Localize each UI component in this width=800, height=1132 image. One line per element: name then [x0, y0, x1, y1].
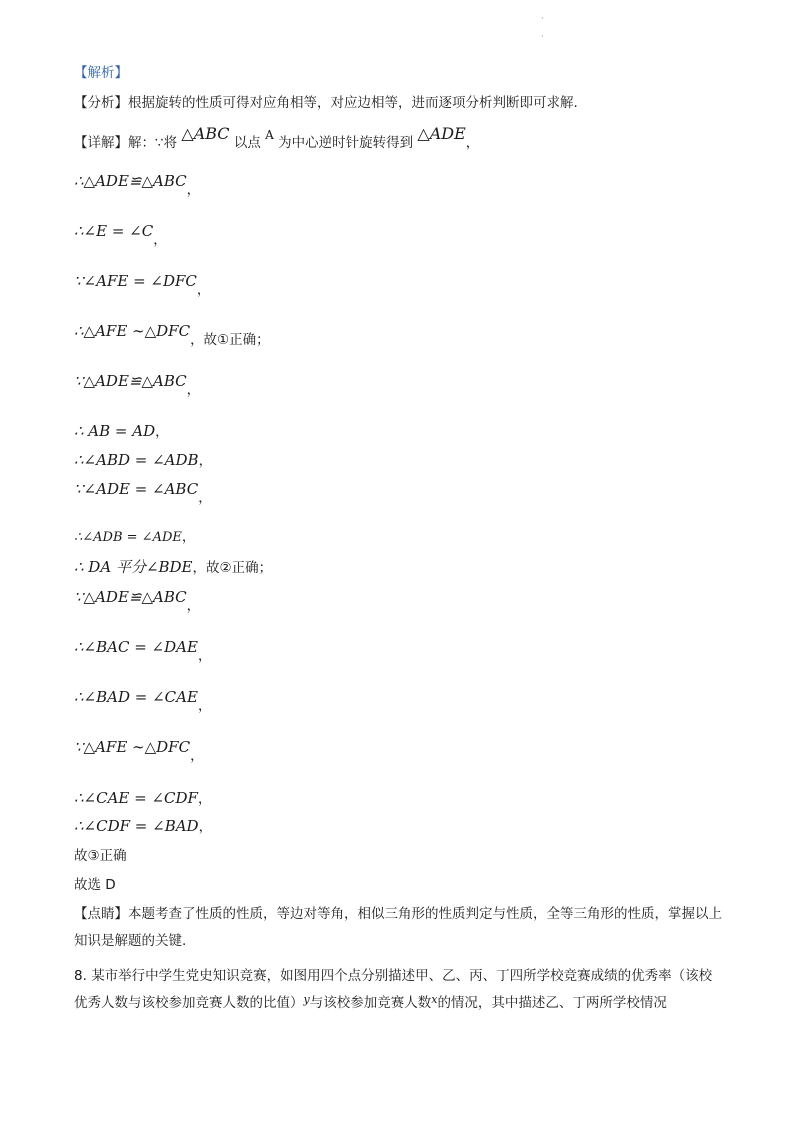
step-suffix: ，	[198, 453, 213, 469]
step-11	[74, 588, 201, 614]
step-4	[74, 322, 270, 348]
detail-intro: 解：∵将	[128, 135, 178, 151]
step-1	[74, 172, 201, 198]
step-suffix: ，	[181, 529, 196, 545]
step-math: ∵△ADE≌△ABC	[74, 588, 187, 606]
step-suffix: ，	[196, 282, 211, 298]
step-math: ∴ AB = AD	[74, 422, 156, 440]
step-math: ∵△ADE≌△ABC	[74, 372, 187, 390]
corner-mark: ·	[541, 32, 544, 41]
step-suffix: ，	[186, 182, 201, 198]
detail-end: ，	[465, 135, 480, 151]
detail-line	[74, 124, 480, 152]
step-9	[74, 528, 195, 547]
step-suffix: ，	[197, 698, 212, 714]
step-5	[74, 372, 201, 398]
step-13	[74, 688, 212, 714]
question-number: 8.	[74, 968, 87, 984]
step-suffix: ，	[197, 648, 212, 664]
fenxi-tag: 【分析】	[74, 95, 128, 111]
variable-y: y	[303, 993, 310, 1006]
step-8	[74, 480, 212, 506]
question-text-3: 的情况，其中描述乙、丁两所学校情况	[437, 995, 667, 1011]
triangle-ade: △ADE	[417, 124, 466, 143]
triangle-abc: △ABC	[181, 124, 230, 143]
step-suffix: ，	[197, 791, 212, 807]
detail-tag: 【详解】	[74, 135, 128, 151]
step-15	[74, 789, 211, 808]
step-math: ∴△AFE ∼△DFC	[74, 322, 191, 340]
step-math: ∴∠ADB = ∠ADE	[74, 530, 182, 545]
step-12	[74, 638, 212, 664]
step-math: ∴∠E = ∠C	[74, 222, 154, 240]
fenxi-text: 根据旋转的性质可得对应角相等，对应边相等，进而逐项分析判断即可求解.	[128, 95, 578, 111]
dianjing-paragraph	[74, 901, 724, 955]
step-math: ∴∠CAE = ∠CDF	[74, 789, 198, 807]
step-suffix: ，故②正确；	[192, 560, 273, 576]
question-8	[74, 963, 724, 1017]
step-math: ∵∠ADE = ∠ABC	[74, 480, 199, 498]
corner-mark: ·	[541, 14, 544, 23]
analysis-heading: 【解析】	[74, 65, 128, 81]
step-suffix: ，	[190, 748, 204, 764]
step-math: ∵△AFE ∼△DFC	[74, 738, 191, 756]
step-math: ∵∠AFE = ∠DFC	[74, 272, 197, 290]
question-text-1: 某市举行中学生党史知识竞赛，如图用四个点分别描述甲、乙、丙、丁四所学校竞赛成绩的优秀率（该校优秀人数与该校参加竞赛人数的比值）	[74, 968, 713, 1011]
step-suffix: ，	[155, 424, 169, 440]
step-6	[74, 422, 169, 441]
step-suffix: ，	[198, 490, 212, 506]
step-2	[74, 222, 167, 248]
step-3	[74, 272, 211, 298]
question-text-2: 与该校参加竞赛人数	[309, 995, 432, 1011]
final-choice: 故选 D	[74, 877, 116, 893]
step-math: ∴∠ABD = ∠ADB	[74, 451, 199, 469]
dianjing-text: 本题考查了性质的性质，等边对等角，相似三角形的性质判定与性质，全等三角形的性质，掌握以上知识是解题的关键.	[74, 906, 722, 949]
step-10	[74, 558, 272, 577]
step-math: ∴∠BAC = ∠DAE	[74, 638, 198, 656]
step-math: ∴△ADE≌△ABC	[74, 172, 187, 190]
step-suffix: ，故①正确；	[190, 332, 270, 348]
point-a: A	[265, 128, 274, 142]
step-16	[74, 817, 212, 836]
step-suffix: ，	[198, 819, 213, 835]
step-math: ∴∠CDF = ∠BAD	[74, 817, 199, 835]
step-math: ∴ DA 平分∠BDE	[74, 558, 193, 576]
detail-mid2: 为中心逆时针旋转得到	[278, 135, 414, 151]
dianjing-tag: 【点睛】	[74, 906, 128, 922]
step-14	[74, 738, 204, 764]
detail-mid1: 以点	[233, 135, 261, 151]
step-math: ∴∠BAD = ∠CAE	[74, 688, 198, 706]
fenxi-paragraph	[74, 94, 578, 112]
step-suffix: ，	[186, 382, 201, 398]
step-suffix: ，	[153, 232, 167, 248]
step-suffix: ，	[186, 598, 201, 614]
step-7	[74, 451, 212, 470]
conclusion-3: 故③正确	[74, 848, 127, 864]
variable-x: x	[431, 993, 438, 1006]
